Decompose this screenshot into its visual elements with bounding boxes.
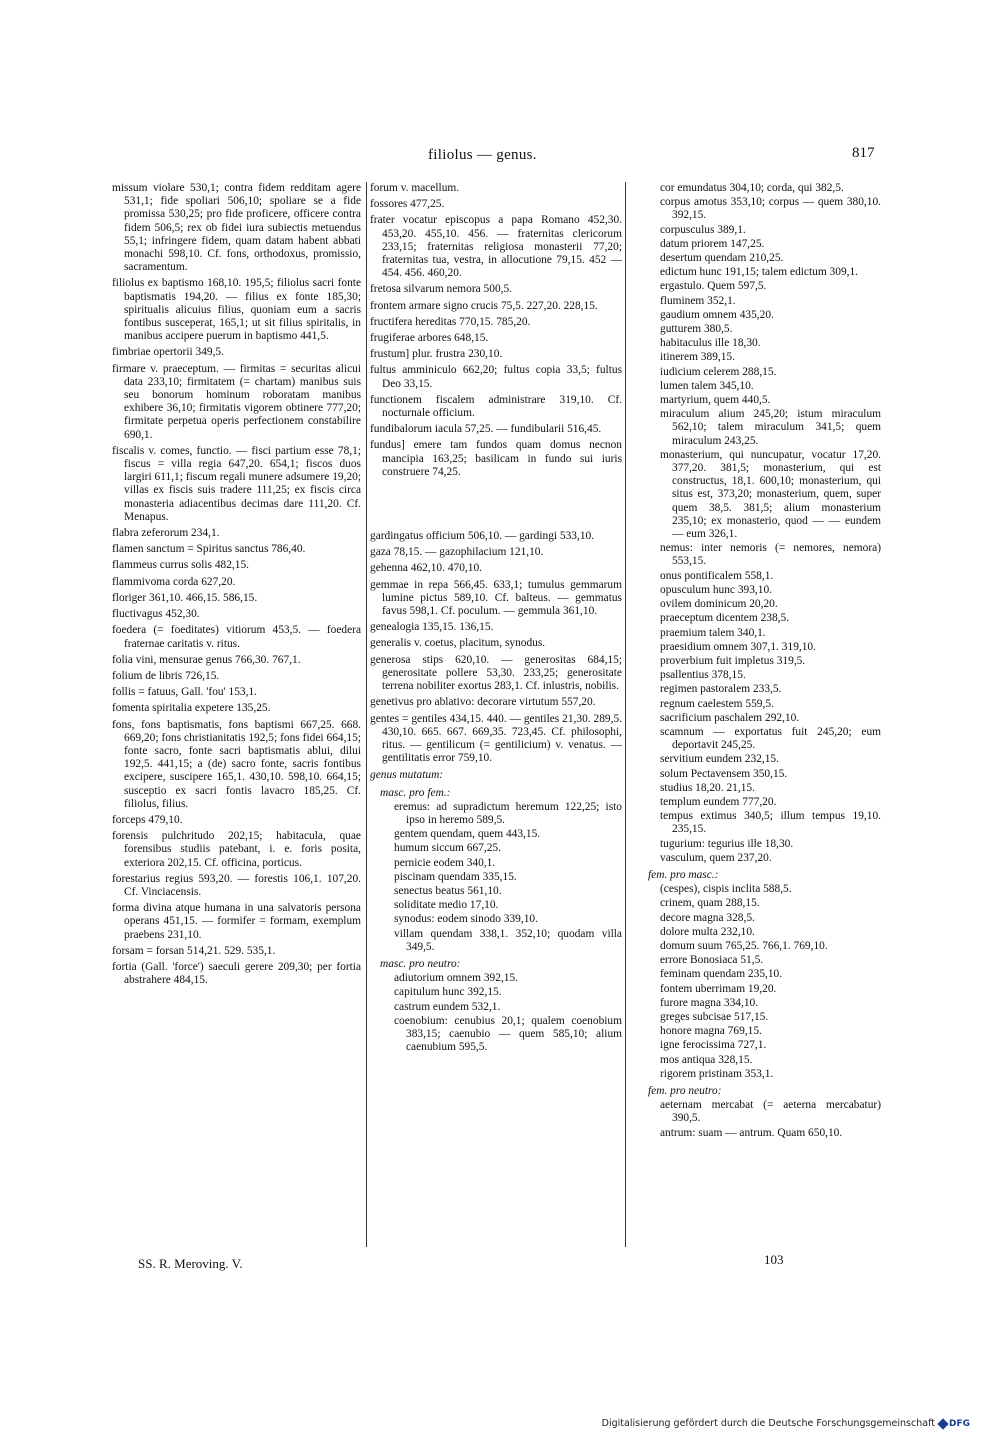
index-entry: flabra zeferorum 234,1. bbox=[112, 527, 220, 540]
section-gap bbox=[370, 482, 622, 530]
index-entry: fontem uberrimam 19,20. bbox=[660, 982, 777, 995]
index-entry: feminam quendam 235,10. bbox=[660, 968, 783, 981]
index-entry: coenobium: cenubius 20,1; qualem coenobium 383,15; caenubio — quem 585,10; alium caenubium 595,5. bbox=[394, 1014, 622, 1054]
index-entry: frontem armare signo crucis 75,5. 227,20. 228,15. bbox=[370, 299, 598, 312]
index-entry: fultus amminiculo 662,20; fultus copia 33,5; fultus Deo 33,15. bbox=[370, 364, 622, 390]
index-entry: flammeus currus solis 482,15. bbox=[112, 559, 249, 572]
subsection-heading: masc. pro fem.: bbox=[380, 786, 451, 799]
running-head: filiolus — genus. bbox=[428, 147, 537, 163]
index-entry: eremus: ad supradictum heremum 122,25; isto ipso in heremo 589,5. bbox=[394, 800, 622, 826]
index-entry: decore magna 328,5. bbox=[660, 911, 755, 924]
index-entry: (cespes), cispis inclita 588,5. bbox=[660, 883, 792, 896]
index-entry: templum eundem 777,20. bbox=[660, 795, 777, 808]
index-entry: folia vini, mensurae genus 766,30. 767,1. bbox=[112, 653, 301, 666]
index-entry: iudicium celerem 288,15. bbox=[660, 365, 777, 378]
index-entry: frater vocatur episcopus a papa Romano 452,30. 453,20. 455,10. 456. — fraternitas clericorum 233,15; fraternitas religiosa monasterii 77,20; fraternitas tua, vestra, in allocutione 79,15. 452 — 454. 456. 460,20. bbox=[370, 214, 622, 280]
column-left bbox=[112, 182, 361, 990]
index-entry: habitaculus ille 18,30. bbox=[660, 337, 761, 350]
index-entry: fluctivagus 452,30. bbox=[112, 608, 200, 621]
index-entry: fundibalorum iacula 57,25. — fundibularii 516,45. bbox=[370, 423, 602, 436]
index-entry: forensis pulchritudo 202,15; habitacula, quae forensibus studiis patebant, i. e. foris posita, exteriora 202,15. Cf. officina, porticus. bbox=[112, 830, 361, 869]
index-entry: firmare v. praeceptum. — firmitas = securitas alicui data 233,10; firmitatem (= chartam) manibus suis seu bonorum hominum roboratam manibus exhibere 36,10; firmitatis vigorem obtinere 777,20; firmitate perpetua operis perfectionem constabilire 690,1. bbox=[112, 362, 361, 441]
index-entry: martyrium, quem 440,5. bbox=[660, 394, 771, 407]
index-entry: fomenta spiritalia expetere 135,25. bbox=[112, 702, 271, 715]
column-rule-right bbox=[625, 182, 626, 1247]
index-entry: desertum quendam 210,25. bbox=[660, 252, 784, 265]
index-entry: datum priorem 147,25. bbox=[660, 237, 765, 250]
series-footer: SS. R. Meroving. V. bbox=[138, 1256, 243, 1271]
index-entry: honore magna 769,15. bbox=[660, 1025, 762, 1038]
index-entry: mos antiqua 328,15. bbox=[660, 1053, 753, 1066]
subsection-heading: fem. pro neutro: bbox=[648, 1085, 722, 1097]
index-entry: onus pontificalem 558,1. bbox=[660, 569, 774, 582]
index-entry: fimbriae opertorii 349,5. bbox=[112, 346, 224, 359]
page-number: 817 bbox=[852, 145, 875, 161]
index-entry: fons, fons baptismatis, fons baptismi 667,25. 668. 669,20; fons christianitatis 192,5; fons fidei 664,15; fonte sacro, fonte sacri baptismatis ablui, dilui 192,5. 441,15; a (de) sacro fonte, sacris fontibus excipere, suscipere 165,1. 430,10. 598,10. 664,15; susceptio ex sacri fontis lavacro 185,25. Cf. filiolus, filius. bbox=[112, 718, 361, 810]
index-entry: frugiferae arbores 648,15. bbox=[370, 332, 489, 345]
subsection-heading: fem. pro masc.: bbox=[648, 868, 719, 881]
index-entry: nemus: inter nemoris (= nemores, nemora) 553,15. bbox=[660, 542, 881, 568]
digitization-credit bbox=[602, 1418, 970, 1429]
index-entry: forsam = forsan 514,21. 529. 535,1. bbox=[112, 944, 276, 957]
index-entry: gaza 78,15. — gazophilacium 121,10. bbox=[370, 546, 544, 559]
index-entry: psallentius 378,15. bbox=[660, 669, 746, 682]
index-entry: follis = fatuus, Gall. 'fou' 153,1. bbox=[112, 686, 257, 699]
index-entry: sacrificium paschalem 292,10. bbox=[660, 711, 800, 724]
index-entry: gutturem 380,5. bbox=[660, 323, 733, 336]
index-entry: fretosa silvarum nemora 500,5. bbox=[370, 283, 513, 296]
index-entry: furore magna 334,10. bbox=[660, 996, 759, 1009]
index-entry: adiutorium omnem 392,15. bbox=[394, 972, 519, 985]
index-entry: senectus beatus 561,10. bbox=[394, 884, 502, 897]
dfg-logo-icon bbox=[939, 1419, 970, 1429]
index-entry: flamen sanctum = Spiritus sanctus 786,40. bbox=[112, 543, 306, 556]
index-entry: lumen talem 345,10. bbox=[660, 379, 754, 392]
index-entry: gentem quendam, quem 443,15. bbox=[394, 828, 541, 841]
index-entry: synodus: eodem sinodo 339,10. bbox=[394, 913, 538, 926]
index-entry: generalis v. coetus, placitum, synodus. bbox=[370, 637, 546, 650]
index-entry: scamnum — exportatus fuit 245,20; eum deportavit 245,25. bbox=[660, 725, 881, 752]
subsection-heading: genus mutatum: bbox=[370, 769, 444, 782]
column-rule-left bbox=[366, 182, 367, 1247]
index-entry: solum Pectavensem 350,15. bbox=[660, 767, 788, 780]
index-entry: piscinam quendam 335,15. bbox=[394, 870, 517, 883]
index-entry: regimen pastoralem 233,5. bbox=[660, 683, 782, 696]
index-entry: igne ferocissima 727,1. bbox=[660, 1039, 767, 1052]
index-entry: foedera (= foeditates) vitiorum 453,5. — foedera fraternae caritatis v. ritus. bbox=[112, 624, 361, 650]
index-entry: fiscalis v. comes, functio. — fisci partium esse 78,1; fiscus = villa regia 647,20. 654,1; fiscos duos largiri 611,1; fiscum regali munere adsumere 19,20; villas ex fiscis suis tradere 111,25; ex fiscis circa monasteria adiacentibus decimas dare 111,20. Cf. Menapus. bbox=[112, 444, 361, 523]
index-entry: missum violare 530,1; contra fidem redditam agere 531,1; fide spoliari 506,10; spoliare se a fide promissa 530,25; pro fide proficere, officere contra fidem 506,5; rex ob fidei iura subiectis metuendus 55,1; infringere fidem, quam datam habent abbati monachi 598,10. Cf. fons, orthodoxus, promissio, sacramentum. bbox=[112, 182, 361, 274]
index-entry: humum siccum 667,25. bbox=[394, 842, 501, 855]
index-entry: forma divina atque humana in una salvatoris persona operans 451,15. — formifer = formam, exemplum praebens 231,10. bbox=[112, 902, 361, 941]
subsection-heading: masc. pro neutro: bbox=[380, 957, 461, 970]
index-entry: servitium eundem 232,15. bbox=[660, 753, 779, 766]
index-entry: corpusculus 389,1. bbox=[660, 223, 746, 236]
index-entry: functionem fiscalem administrare 319,10. Cf. nocturnale officium. bbox=[370, 393, 622, 420]
index-entry: dolore multa 232,10. bbox=[660, 925, 755, 938]
index-entry: antrum: suam — antrum. Quam 650,10. bbox=[660, 1126, 843, 1139]
index-entry: domum suum 765,25. 766,1. 769,10. bbox=[660, 939, 828, 952]
index-entry: castrum eundem 532,1. bbox=[394, 1000, 501, 1013]
index-entry: fluminem 352,1. bbox=[660, 294, 736, 307]
index-entry: tugurium: tegurius ille 18,30. bbox=[660, 837, 794, 850]
index-entry: fundus] emere tam fundos quam domus necnon mancipia 163,25; basilicam in fundo sui iuris construere 74,25. bbox=[370, 439, 622, 478]
index-entry: praemium talem 340,1. bbox=[660, 626, 766, 639]
index-entry: fortia (Gall. 'force') saeculi gerere 209,30; per fortia abstrahere 484,15. bbox=[112, 960, 361, 987]
column-right bbox=[648, 182, 881, 1141]
index-entry: capitulum hunc 392,15. bbox=[394, 986, 502, 999]
index-entry: itinerem 389,15. bbox=[660, 351, 735, 364]
index-entry: greges subcisae 517,15. bbox=[660, 1010, 769, 1023]
index-entry: genetivus pro ablativo: decorare virtutum 557,20. bbox=[370, 696, 596, 709]
index-entry: forceps 479,10. bbox=[112, 813, 183, 826]
index-entry: gentes = gentiles 434,15. 440. — gentiles 21,30. 289,5. 430,10. 665. 667. 669,35. 723,45. Cf. philosophi, ritus. — gentilicum (= gentilicium) v. venatus. — gentilitatis error 759,10. bbox=[370, 712, 622, 765]
index-entry: floriger 361,10. 466,15. 586,15. bbox=[112, 591, 258, 604]
index-entry: errore Bonosiaca 51,5. bbox=[660, 954, 764, 967]
index-entry: pernicie eodem 340,1. bbox=[394, 856, 496, 869]
index-entry: fructifera hereditas 770,15. 785,20. bbox=[370, 315, 531, 328]
index-entry: rigorem pristinam 353,1. bbox=[660, 1067, 774, 1080]
index-entry: forestarius regius 593,20. — forestis 106,1. 107,20. Cf. Vinciacensis. bbox=[112, 872, 361, 898]
index-entry: tempus extimus 340,5; illum tempus 19,10. 235,15. bbox=[660, 810, 881, 836]
index-entry: opusculum hunc 393,10. bbox=[660, 583, 772, 596]
index-entry: edictum hunc 191,15; talem edictum 309,1. bbox=[660, 266, 859, 279]
index-entry: filiolus ex baptismo 168,10. 195,5; filiolus sacri fonte baptismatis 194,20. — filius ex fonte 185,30; spiritualis alicuius filius, quoniam eum a sacris fontibus susceperat, 165,1; ut sit filius spiritalis, in manibus accipere puerum in baptismo 441,5. bbox=[112, 277, 361, 343]
index-entry: miraculum alium 245,20; istum miraculum 562,10; talem miraculum 341,5; quem miraculum 243,25. bbox=[660, 408, 881, 447]
index-entry: praeceptum dicentem 238,5. bbox=[660, 612, 790, 625]
index-entry: vasculum, quem 237,20. bbox=[660, 851, 772, 864]
index-entry: gemmae in repa 566,45. 633,1; tumulus gemmarum lumine pictus 589,10. Cf. balteus. — gemmatus favus 598,1. Cf. poculum. — gemmula 361,10. bbox=[370, 578, 622, 618]
index-entry: ovilem dominicum 20,20. bbox=[660, 598, 778, 611]
index-entry: flammivoma corda 627,20. bbox=[112, 575, 236, 588]
index-entry: fossores 477,25. bbox=[370, 198, 445, 211]
index-entry: cor emundatus 304,10; corda, qui 382,5. bbox=[660, 182, 844, 194]
index-entry: corpus amotus 353,10; corpus — quem 380,10. 392,15. bbox=[660, 196, 881, 222]
index-entry: gehenna 462,10. 470,10. bbox=[370, 562, 482, 575]
index-entry: monasterium, qui nuncupatur, vocatur 17,20. 377,20. 381,5; monasterium, qui est constructus, 18,1. 600,10; monasterium, qui situs est, 373,20; monasterium, quem, super quem 38,5. 381,5; alium monasterium 235,10; ex monasterio, quod — — eundem — eum 326,1. bbox=[660, 448, 881, 541]
index-entry: proverbium fuit impletus 319,5. bbox=[660, 654, 806, 667]
dfg-logo-text: DFG bbox=[948, 1418, 970, 1429]
index-entry: forum v. macellum. bbox=[370, 182, 460, 194]
index-entry: gardingatus officium 506,10. — gardingi 533,10. bbox=[370, 530, 595, 543]
index-entry: soliditate medio 17,10. bbox=[394, 899, 499, 912]
index-entry: generosa stips 620,10. — generositas 684,15; generositate pollere 53,30. 233,25; generositate terrena nobiliter exortus 283,1. Cf. inlustris, nobilis. bbox=[370, 653, 622, 693]
index-entry: ergastulo. Quem 597,5. bbox=[660, 280, 767, 293]
index-entry: praesidium omnem 307,1. 319,10. bbox=[660, 640, 816, 653]
index-entry: gaudium omnem 435,20. bbox=[660, 308, 774, 321]
signature-mark: 103 bbox=[764, 1252, 784, 1267]
index-entry: aeternam mercabat (= aeterna mercabatur) 390,5. bbox=[660, 1099, 881, 1125]
index-entry: frustum] plur. frustra 230,10. bbox=[370, 348, 503, 361]
column-middle bbox=[370, 182, 622, 1055]
credit-text: Digitalisierung gefördert durch die Deutsche Forschungsgemeinschaft bbox=[601, 1418, 935, 1429]
index-entry: crinem, quam 288,15. bbox=[660, 897, 760, 910]
index-entry: studius 18,20. 21,15. bbox=[660, 781, 755, 794]
index-entry: villam quendam 338,1. 352,10; quodam villa 349,5. bbox=[394, 927, 622, 953]
index-entry: folium de libris 726,15. bbox=[112, 669, 220, 682]
index-entry: regnum caelestem 559,5. bbox=[660, 697, 774, 710]
index-entry: genealogia 135,15. 136,15. bbox=[370, 621, 494, 634]
